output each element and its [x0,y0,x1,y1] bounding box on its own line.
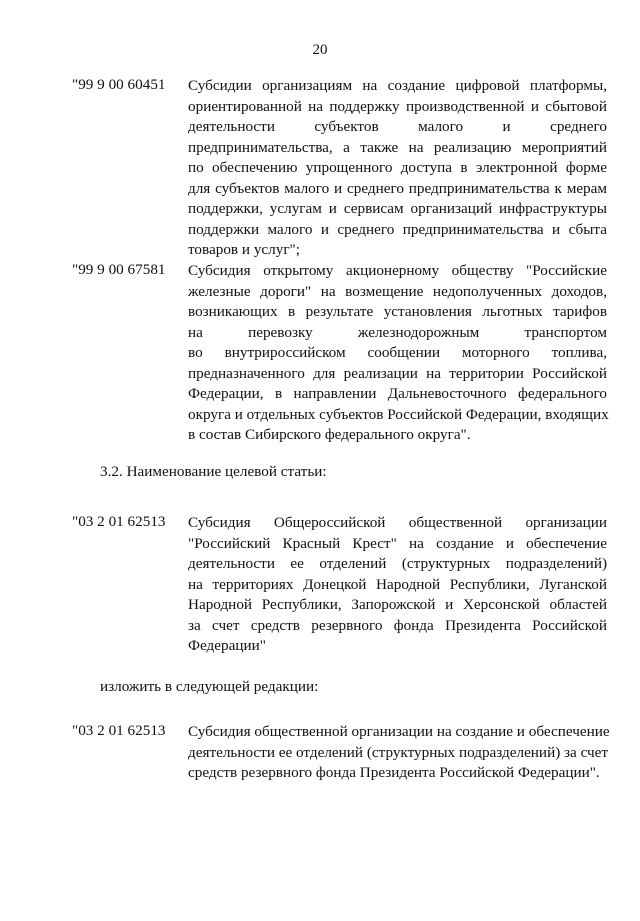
desc-line: в состав Сибирского федерального округа". [188,426,471,443]
desc-line: на перевозку железнодорожным транспортом [188,323,607,341]
desc-line: "Российский Красный Крест" на создание и обеспечение [188,534,607,552]
budget-entry-old [72,513,607,657]
entry-description [188,513,607,657]
desc-line: железные дороги" на возмещение недополученных доходов, [188,282,607,300]
desc-line: деятельности ее отделений (структурных подразделений) за счет [188,743,609,761]
desc-line: деятельности ее отделений (структурных подразделений) [188,555,607,572]
desc-line: округа и отдельных субъектов Российской Федерации, входящих [188,405,609,423]
entry-description [188,261,607,446]
desc-line: во внутрироссийском сообщении моторного топлива, [188,344,607,361]
desc-line: поддержки малого и среднего предпринимательства и сбыта [188,220,607,238]
budget-entry-new [72,722,610,784]
budget-entry [72,261,607,446]
desc-line: Субсидия общественной организации на создание и обеспечение [188,723,610,740]
page-number: 20 [312,42,328,58]
desc-line: ориентированной на поддержку производственной и сбытовой [188,97,607,115]
target-code: "03 2 01 62513 [72,722,166,739]
section-heading: 3.2. Наименование целевой статьи: [100,463,327,480]
desc-line: Народной Республики, Запорожской и Херсонской областей [188,596,607,613]
budget-entry [72,76,607,261]
target-code: "99 9 00 60451 [72,76,166,93]
desc-line: Субсидия Общероссийской общественной организации [188,514,607,531]
desc-line: Федерации, в направлении Дальневосточного федерального [188,385,607,402]
desc-line: поддержки, услугам и сервисам организаций инфраструктуры [188,200,607,217]
desc-line: для субъектов малого и среднего предпринимательства к мерам [188,179,607,197]
desc-line: по обеспечению упрощенного доступа в электронной форме [188,159,607,176]
desc-line: предназначенного для реализации на территории Российской [188,364,607,382]
desc-line: товаров и услуг"; [188,241,300,258]
instruction-text: изложить в следующей редакции: [100,678,319,695]
target-code: "03 2 01 62513 [72,513,166,530]
desc-line: за счет средств резервного фонда Президента Российской [188,616,607,634]
desc-line: возникающих в результате установления льготных тарифов [188,303,607,320]
desc-line: предпринимательства, а также на реализацию мероприятий [188,138,607,156]
entry-description [188,76,607,261]
target-code: "99 9 00 67581 [72,261,166,278]
desc-line: Федерации" [188,637,266,654]
desc-line: Субсидии организациям на создание цифровой платформы, [188,77,607,94]
desc-line: деятельности субъектов малого и среднего [188,118,607,135]
desc-line: Субсидия открытому акционерному обществу "Российские [188,262,607,279]
entry-description [188,722,610,784]
desc-line: средств резервного фонда Президента Российской Федерации". [188,764,600,781]
desc-line: на территориях Донецкой Народной Республики, Луганской [188,575,607,593]
